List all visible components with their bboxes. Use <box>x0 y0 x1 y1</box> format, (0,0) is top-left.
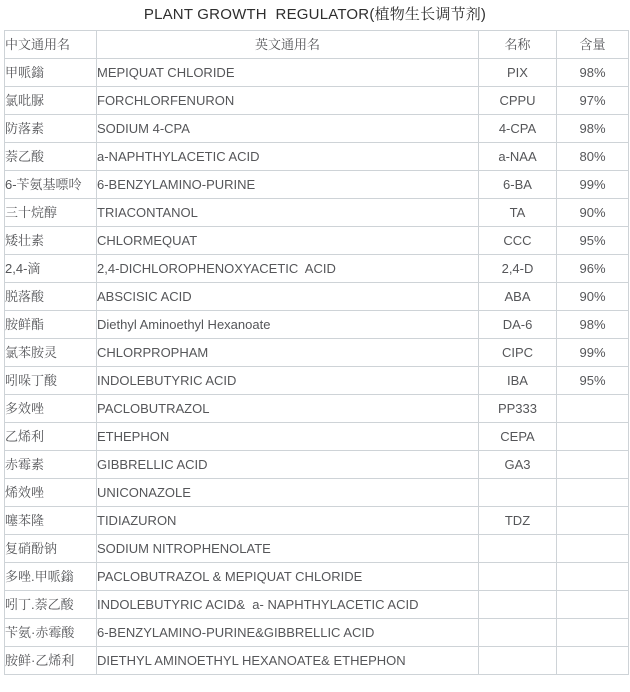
cell-cn-name: 苄氨·赤霉酸 <box>5 619 97 647</box>
cell-en-name: PACLOBUTRAZOL & MEPIQUAT CHLORIDE <box>97 563 479 591</box>
cell-abbr: CIPC <box>479 339 557 367</box>
cell-en-name: DIETHYL AMINOETHYL HEXANOATE& ETHEPHON <box>97 647 479 675</box>
cell-abbr: ABA <box>479 283 557 311</box>
cell-content: 98% <box>557 115 629 143</box>
cell-content: 95% <box>557 227 629 255</box>
cell-cn-name: 萘乙酸 <box>5 143 97 171</box>
cell-abbr <box>479 647 557 675</box>
cell-en-name: FORCHLORFENURON <box>97 87 479 115</box>
table-row <box>5 311 629 339</box>
table-row <box>5 479 629 507</box>
col-header-content: 含量 <box>557 31 629 59</box>
table-row <box>5 227 629 255</box>
cell-en-name: ABSCISIC ACID <box>97 283 479 311</box>
table-row <box>5 535 629 563</box>
cell-content: 98% <box>557 311 629 339</box>
cell-abbr: TDZ <box>479 507 557 535</box>
table-row <box>5 367 629 395</box>
cell-en-name: a-NAPHTHYLACETIC ACID <box>97 143 479 171</box>
cell-abbr: CEPA <box>479 423 557 451</box>
cell-content: 98% <box>557 59 629 87</box>
cell-content <box>557 451 629 479</box>
cell-cn-name: 多效唑 <box>5 395 97 423</box>
table-row <box>5 87 629 115</box>
table-row <box>5 255 629 283</box>
cell-en-name: SODIUM NITROPHENOLATE <box>97 535 479 563</box>
cell-cn-name: 氯吡脲 <box>5 87 97 115</box>
cell-abbr: 4-CPA <box>479 115 557 143</box>
cell-abbr: GA3 <box>479 451 557 479</box>
cell-en-name: TRIACONTANOL <box>97 199 479 227</box>
cell-abbr: IBA <box>479 367 557 395</box>
cell-content <box>557 507 629 535</box>
cell-content <box>557 395 629 423</box>
cell-cn-name: 矮壮素 <box>5 227 97 255</box>
table-row <box>5 59 629 87</box>
col-header-en-name: 英文通用名 <box>97 31 479 59</box>
table-header-row <box>5 31 629 59</box>
table-row <box>5 507 629 535</box>
cell-content: 80% <box>557 143 629 171</box>
col-header-cn-name: 中文通用名 <box>5 31 97 59</box>
cell-en-name: TIDIAZURON <box>97 507 479 535</box>
cell-abbr <box>479 591 557 619</box>
cell-cn-name: 吲丁.萘乙酸 <box>5 591 97 619</box>
cell-content <box>557 535 629 563</box>
cell-abbr: a-NAA <box>479 143 557 171</box>
cell-content <box>557 563 629 591</box>
cell-en-name: 6-BENZYLAMINO-PURINE&GIBBRELLIC ACID <box>97 619 479 647</box>
cell-cn-name: 吲哚丁酸 <box>5 367 97 395</box>
cell-en-name: GIBBRELLIC ACID <box>97 451 479 479</box>
regulator-table <box>4 30 629 675</box>
table-row <box>5 395 629 423</box>
cell-en-name: ETHEPHON <box>97 423 479 451</box>
cell-abbr: TA <box>479 199 557 227</box>
cell-en-name: PACLOBUTRAZOL <box>97 395 479 423</box>
cell-content: 99% <box>557 339 629 367</box>
cell-en-name: CHLORPROPHAM <box>97 339 479 367</box>
cell-cn-name: 赤霉素 <box>5 451 97 479</box>
table-row <box>5 171 629 199</box>
cell-abbr: PIX <box>479 59 557 87</box>
cell-en-name: CHLORMEQUAT <box>97 227 479 255</box>
cell-en-name: SODIUM 4-CPA <box>97 115 479 143</box>
cell-content: 99% <box>557 171 629 199</box>
cell-abbr: PP333 <box>479 395 557 423</box>
cell-content <box>557 423 629 451</box>
cell-content: 97% <box>557 87 629 115</box>
cell-cn-name: 多唑.甲哌鎓 <box>5 563 97 591</box>
cell-cn-name: 乙烯利 <box>5 423 97 451</box>
cell-abbr <box>479 479 557 507</box>
cell-cn-name: 噻苯隆 <box>5 507 97 535</box>
cell-en-name: INDOLEBUTYRIC ACID& a- NAPHTHYLACETIC ACID <box>97 591 479 619</box>
cell-en-name: MEPIQUAT CHLORIDE <box>97 59 479 87</box>
table-row <box>5 591 629 619</box>
cell-cn-name: 甲哌鎓 <box>5 59 97 87</box>
cell-en-name: INDOLEBUTYRIC ACID <box>97 367 479 395</box>
cell-en-name: UNICONAZOLE <box>97 479 479 507</box>
cell-abbr: 6-BA <box>479 171 557 199</box>
cell-cn-name: 复硝酚钠 <box>5 535 97 563</box>
cell-cn-name: 氯苯胺灵 <box>5 339 97 367</box>
cell-abbr <box>479 619 557 647</box>
table-row <box>5 619 629 647</box>
cell-en-name: 2,4-DICHLOROPHENOXYACETIC ACID <box>97 255 479 283</box>
cell-content <box>557 647 629 675</box>
cell-abbr: CPPU <box>479 87 557 115</box>
table-row <box>5 563 629 591</box>
cell-content: 96% <box>557 255 629 283</box>
cell-cn-name: 脱落酸 <box>5 283 97 311</box>
cell-cn-name: 胺鲜酯 <box>5 311 97 339</box>
table-row <box>5 423 629 451</box>
cell-abbr: CCC <box>479 227 557 255</box>
cell-content <box>557 619 629 647</box>
cell-cn-name: 烯效唑 <box>5 479 97 507</box>
table-row <box>5 199 629 227</box>
table-row <box>5 283 629 311</box>
cell-abbr <box>479 535 557 563</box>
table-row <box>5 115 629 143</box>
cell-content <box>557 479 629 507</box>
cell-abbr <box>479 563 557 591</box>
cell-abbr: DA-6 <box>479 311 557 339</box>
cell-cn-name: 胺鲜·乙烯利 <box>5 647 97 675</box>
cell-en-name: Diethyl Aminoethyl Hexanoate <box>97 311 479 339</box>
cell-content: 90% <box>557 283 629 311</box>
table-row <box>5 143 629 171</box>
cell-abbr: 2,4-D <box>479 255 557 283</box>
cell-content: 90% <box>557 199 629 227</box>
cell-en-name: 6-BENZYLAMINO-PURINE <box>97 171 479 199</box>
table-row <box>5 451 629 479</box>
cell-cn-name: 6-苄氨基嘌呤 <box>5 171 97 199</box>
cell-cn-name: 三十烷醇 <box>5 199 97 227</box>
cell-cn-name: 防落素 <box>5 115 97 143</box>
cell-content <box>557 591 629 619</box>
table-row <box>5 647 629 675</box>
cell-content: 95% <box>557 367 629 395</box>
table-row <box>5 339 629 367</box>
cell-cn-name: 2,4-滴 <box>5 255 97 283</box>
col-header-abbr: 名称 <box>479 31 557 59</box>
page-title: PLANT GROWTH REGULATOR(植物生长调节剂) <box>143 6 487 23</box>
